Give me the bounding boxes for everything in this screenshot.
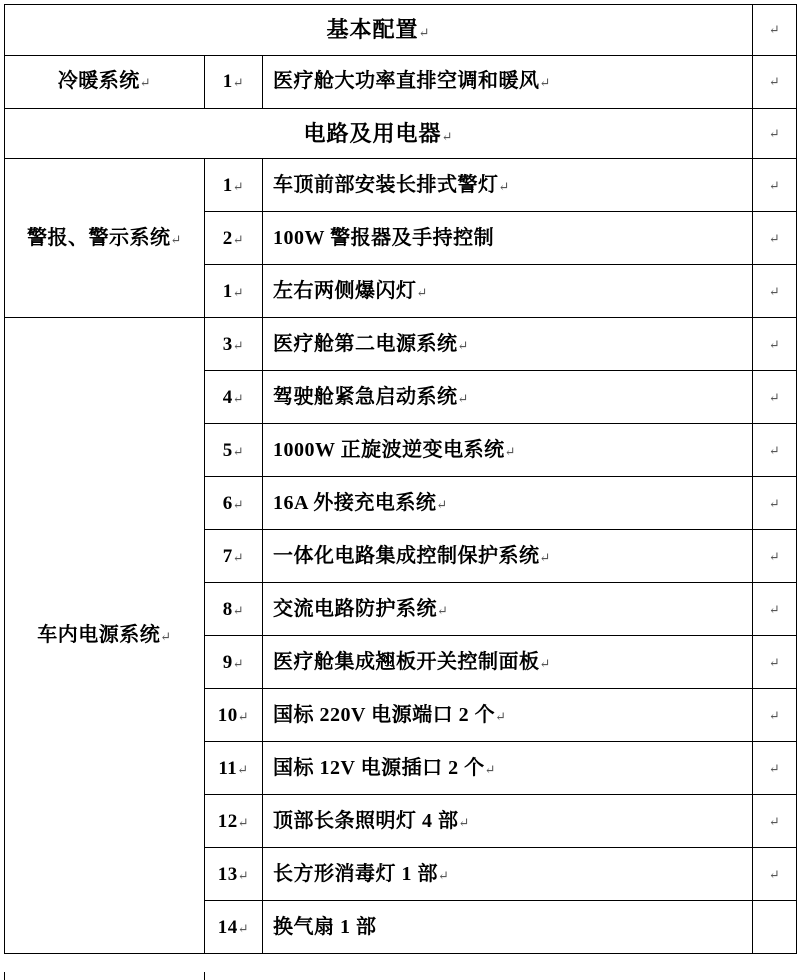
- paragraph-mark-icon: ↵: [160, 629, 172, 645]
- item-description-cell: [263, 742, 753, 795]
- item-number-cell: [205, 424, 263, 477]
- item-number-cell: [205, 848, 263, 901]
- item-number-label: 13: [217, 863, 238, 885]
- mark-cell: [753, 424, 797, 477]
- paragraph-mark-icon: ↵: [416, 284, 428, 300]
- paragraph-mark-icon: ↵: [232, 655, 245, 671]
- item-number-cell: [205, 742, 263, 795]
- item-number-label: 8: [222, 598, 233, 620]
- mark-label: ↵: [768, 230, 781, 246]
- item-description-label: 国标 220V 电源端口 2 个: [273, 703, 496, 726]
- item-number-cell: [205, 583, 263, 636]
- paragraph-mark-icon: ↵: [539, 549, 551, 565]
- item-number-label: 5: [222, 439, 233, 461]
- item-number-label: 12: [217, 810, 238, 832]
- paragraph-mark-icon: ↵: [237, 761, 249, 777]
- item-description-label: 交流电路防护系统: [273, 597, 437, 620]
- paragraph-mark-icon: ↵: [237, 814, 250, 830]
- mark-label: ↵: [768, 495, 781, 511]
- item-description-cell: [263, 901, 753, 954]
- item-description-cell: [263, 689, 753, 742]
- item-description-label: 顶部长条照明灯 4 部: [273, 809, 459, 832]
- mark-label: ↵: [768, 22, 781, 38]
- item-description-label: 一体化电路集成控制保护系统: [273, 544, 540, 567]
- mark-label: ↵: [768, 866, 781, 882]
- item-number-cell: [205, 371, 263, 424]
- section-header-label: 基本配置: [326, 17, 419, 42]
- mark-cell: [753, 108, 797, 159]
- item-description-label: 医疗舱大功率直排空调和暖风: [273, 70, 540, 93]
- item-description-cell: [263, 55, 753, 108]
- item-description-cell: [263, 848, 753, 901]
- paragraph-mark-icon: ↵: [437, 602, 449, 618]
- item-number-label: 4: [222, 386, 233, 408]
- item-description-label: 驾驶舱紧急启动系统: [273, 385, 458, 408]
- item-description-label: 换气扇 1 部: [273, 915, 377, 938]
- item-description-label: 100W 警报器及手持控制: [273, 226, 495, 249]
- table-row: [5, 318, 797, 371]
- table-row: [5, 55, 797, 108]
- item-description-cell: [263, 424, 753, 477]
- paragraph-mark-icon: ↵: [170, 231, 182, 247]
- mark-label: ↵: [768, 707, 781, 723]
- category-cell-heating-cooling: [5, 55, 205, 108]
- item-description-cell: [263, 477, 753, 530]
- item-number-cell: [205, 265, 263, 318]
- mark-cell: [753, 901, 797, 954]
- item-number-cell: [205, 901, 263, 954]
- mark-label: ↵: [768, 813, 781, 829]
- item-number-cell: [205, 212, 263, 265]
- category-label: 冷暖系统: [57, 70, 140, 93]
- section-header-electrical-system: [5, 108, 753, 159]
- table-section-header-row: [5, 108, 797, 159]
- paragraph-mark-icon: ↵: [232, 390, 245, 406]
- mark-label: ↵: [768, 654, 781, 670]
- item-description-label: 左右两侧爆闪灯: [273, 279, 417, 302]
- paragraph-mark-icon: ↵: [139, 75, 152, 91]
- item-number-cell: [205, 159, 263, 212]
- item-description-cell: [263, 636, 753, 689]
- category-label: 车内电源系统: [37, 624, 161, 647]
- item-description-label: 16A 外接充电系统: [273, 491, 437, 514]
- paragraph-mark-icon: ↵: [232, 231, 245, 247]
- document-page: [0, 4, 800, 980]
- mark-cell: [753, 795, 797, 848]
- item-number-label: 2: [222, 227, 233, 249]
- mark-label: ↵: [768, 389, 781, 405]
- paragraph-mark-icon: ↵: [232, 284, 245, 300]
- paragraph-mark-icon: ↵: [441, 128, 454, 144]
- paragraph-mark-icon: ↵: [418, 25, 431, 40]
- mark-label: ↵: [768, 283, 781, 299]
- item-description-label: 国标 12V 电源插口 2 个: [273, 756, 485, 779]
- item-description-label: 车顶前部安装长排式警灯: [273, 173, 499, 196]
- item-number-label: 10: [217, 704, 238, 726]
- paragraph-mark-icon: ↵: [438, 867, 450, 883]
- paragraph-mark-icon: ↵: [457, 337, 469, 353]
- mark-cell: [753, 583, 797, 636]
- table-section-header-row: [5, 5, 797, 56]
- item-number-label: 1: [222, 280, 233, 302]
- section-header-label: 电路及用电器: [303, 120, 442, 146]
- mark-label: ↵: [768, 73, 781, 89]
- item-description-label: 长方形消毒灯 1 部: [273, 862, 438, 885]
- item-number-label: 11: [218, 757, 238, 779]
- paragraph-mark-icon: ↵: [237, 867, 250, 883]
- paragraph-mark-icon: ↵: [232, 443, 245, 459]
- item-number-label: 14: [217, 916, 238, 938]
- paragraph-mark-icon: ↵: [498, 178, 510, 194]
- mark-cell: [753, 265, 797, 318]
- section-header-basic-configuration: [5, 5, 753, 56]
- mark-label: ↵: [768, 601, 781, 617]
- paragraph-mark-icon: ↵: [237, 708, 250, 724]
- paragraph-mark-icon: ↵: [458, 814, 470, 830]
- specification-table: [4, 4, 797, 954]
- mark-label: ↵: [768, 336, 781, 352]
- paragraph-mark-icon: ↵: [484, 761, 496, 777]
- mark-label: [753, 921, 796, 933]
- mark-label: ↵: [768, 177, 781, 193]
- item-number-cell: [205, 55, 263, 108]
- table-row: [5, 159, 797, 212]
- mark-cell: [753, 318, 797, 371]
- item-number-label: 1: [222, 70, 233, 92]
- mark-cell: [753, 55, 797, 108]
- item-description-cell: [263, 795, 753, 848]
- paragraph-mark-icon: ↵: [232, 178, 245, 194]
- item-number-cell: [205, 689, 263, 742]
- mark-cell: [753, 530, 797, 583]
- item-description-cell: [263, 371, 753, 424]
- category-cell-interior-power-system: [5, 318, 205, 954]
- paragraph-mark-icon: ↵: [232, 74, 245, 90]
- category-label: 警报、警示系统: [27, 226, 171, 249]
- mark-cell: [753, 5, 797, 56]
- mark-label: ↵: [768, 760, 781, 776]
- item-number-cell: [205, 477, 263, 530]
- item-description-label: 医疗舱第二电源系统: [273, 332, 458, 355]
- mark-cell: [753, 636, 797, 689]
- mark-label: ↵: [768, 125, 781, 141]
- item-description-label: 1000W 正旋波逆变电系统: [273, 438, 505, 461]
- mark-cell: [753, 689, 797, 742]
- paragraph-mark-icon: ↵: [457, 390, 469, 406]
- item-number-label: 6: [222, 492, 233, 514]
- mark-cell: [753, 742, 797, 795]
- category-cell-alarm-warning-system: [5, 159, 205, 318]
- paragraph-mark-icon: ↵: [504, 443, 517, 459]
- item-description-cell: [263, 159, 753, 212]
- item-number-label: 3: [222, 333, 233, 355]
- paragraph-mark-icon: ↵: [495, 708, 507, 724]
- mark-cell: [753, 159, 797, 212]
- item-number-label: 9: [222, 651, 233, 673]
- paragraph-mark-icon: ↵: [232, 602, 245, 618]
- mark-label: ↵: [768, 548, 781, 564]
- item-description-cell: [263, 265, 753, 318]
- item-number-label: 1: [222, 174, 233, 196]
- paragraph-mark-icon: ↵: [539, 75, 551, 91]
- item-number-label: 7: [222, 545, 233, 567]
- mark-cell: [753, 371, 797, 424]
- item-description-cell: [263, 318, 753, 371]
- item-description-cell: [263, 530, 753, 583]
- item-number-cell: [205, 530, 263, 583]
- paragraph-mark-icon: ↵: [232, 337, 245, 353]
- mark-cell: [753, 848, 797, 901]
- mark-label: ↵: [768, 442, 781, 458]
- mark-cell: [753, 477, 797, 530]
- item-description-cell: [263, 583, 753, 636]
- paragraph-mark-icon: ↵: [232, 549, 245, 565]
- item-number-cell: [205, 318, 263, 371]
- item-description-cell: [263, 212, 753, 265]
- mark-cell: [753, 212, 797, 265]
- paragraph-mark-icon: ↵: [539, 655, 551, 671]
- item-number-cell: [205, 795, 263, 848]
- paragraph-mark-icon: ↵: [436, 496, 448, 512]
- paragraph-mark-icon: ↵: [237, 920, 250, 936]
- item-description-label: 医疗舱集成翘板开关控制面板: [273, 650, 540, 673]
- paragraph-mark-icon: ↵: [232, 496, 245, 512]
- table-continuation-edges: [4, 972, 796, 980]
- item-number-cell: [205, 636, 263, 689]
